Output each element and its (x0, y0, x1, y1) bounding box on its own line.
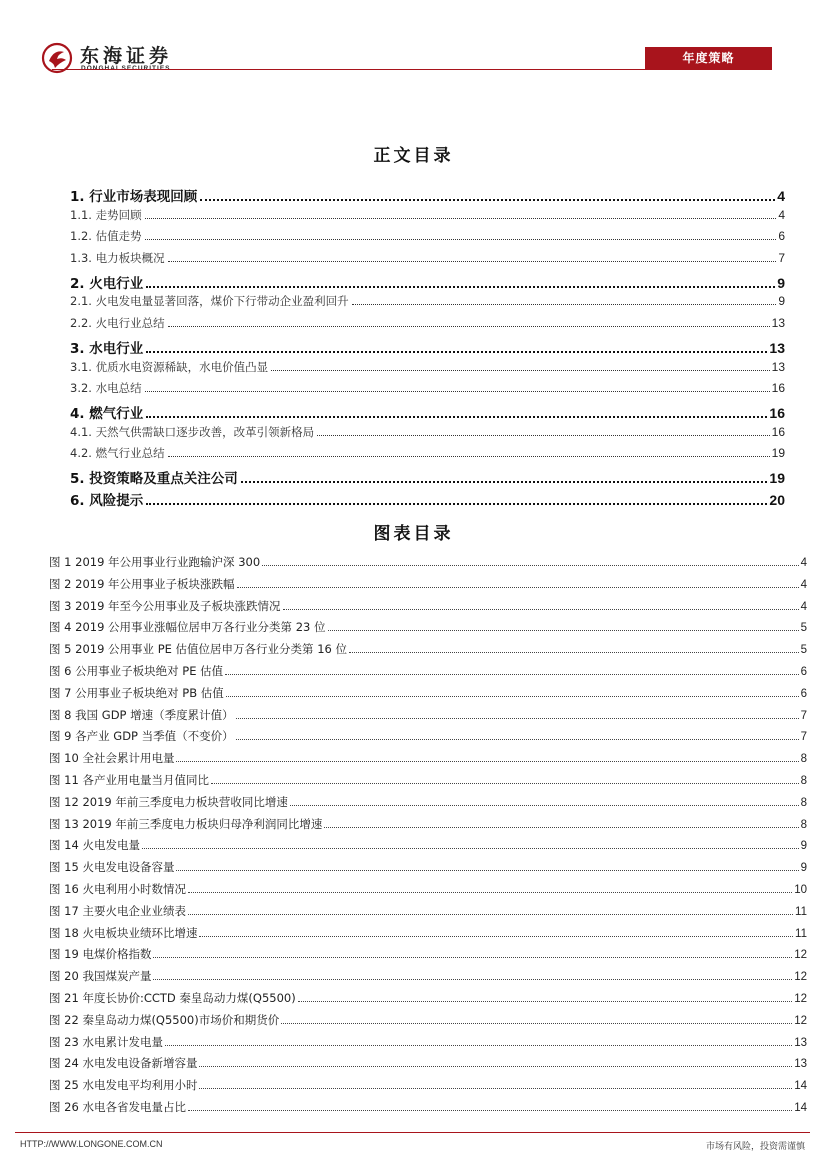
entry-label: 图 11 各产业用电量当月值同比 (49, 772, 209, 787)
entry-page-number: 9 (800, 862, 807, 875)
dot-leader (349, 652, 799, 653)
dot-leader (145, 391, 770, 392)
entry-label: 图 19 电煤价格指数 (49, 947, 152, 962)
entry-label: 图 8 我国 GDP 增速（季度累计值） (49, 707, 234, 722)
figure-entry[interactable] (49, 1077, 807, 1099)
dot-leader (281, 1023, 792, 1024)
figure-entry[interactable] (49, 1012, 807, 1034)
dot-leader (145, 239, 777, 240)
figure-entry[interactable] (49, 1099, 807, 1121)
figure-entry[interactable] (49, 990, 807, 1012)
footer-divider (15, 1132, 810, 1133)
entry-page-number: 8 (800, 753, 807, 766)
entry-page-number: 11 (795, 927, 807, 940)
toc-entry[interactable] (70, 272, 785, 294)
entry-page-number: 4 (800, 557, 807, 569)
entry-page-number: 12 (794, 1014, 807, 1027)
dot-leader (352, 304, 777, 305)
entry-page-number: 7 (800, 709, 807, 722)
figure-entry[interactable] (49, 576, 807, 598)
entry-page-number: 20 (769, 491, 785, 508)
entry-label: 图 4 2019 公用事业涨幅位居申万各行业分类第 23 位 (49, 620, 326, 635)
entry-label: 1.3. 电力板块概况 (70, 251, 165, 266)
dot-leader (290, 805, 799, 806)
dot-leader (153, 957, 792, 958)
dot-leader (188, 892, 792, 893)
figure-entry[interactable] (49, 598, 807, 620)
dot-leader (146, 351, 767, 353)
figure-entry[interactable] (49, 794, 807, 816)
entry-page-number: 12 (794, 992, 807, 1005)
entry-label: 1.1. 走势回顾 (70, 207, 142, 222)
toc-entry[interactable] (70, 467, 785, 489)
toc-entry[interactable] (70, 185, 785, 207)
figure-entry[interactable] (49, 728, 807, 750)
toc-entry[interactable] (70, 315, 785, 337)
entry-page-number: 9 (800, 840, 807, 853)
dot-leader (328, 630, 799, 631)
entry-label: 图 10 全社会累计用电量 (49, 751, 175, 766)
entry-label: 图 13 2019 年前三季度电力板块归母净利润同比增速 (49, 816, 323, 831)
toc-entry[interactable] (70, 337, 785, 359)
entry-label: 图 22 秦皇岛动力煤(Q5500)市场价和期货价 (49, 1012, 280, 1027)
entry-label: 图 6 公用事业子板块绝对 PE 估值 (49, 663, 224, 678)
entry-label: 图 16 火电利用小时数情况 (49, 881, 186, 896)
entry-label: 5. 投资策略及重点关注公司 (70, 470, 238, 487)
toc-entry[interactable] (70, 228, 785, 250)
toc-entry[interactable] (70, 207, 785, 229)
entry-page-number: 13 (794, 1058, 807, 1071)
entry-label: 图 3 2019 年至今公用事业及子板块涨跌情况 (49, 598, 281, 613)
toc-entry[interactable] (70, 402, 785, 424)
report-type-badge: 年度策略 (645, 47, 772, 70)
figure-entry[interactable] (49, 925, 807, 947)
entry-page-number: 13 (769, 339, 785, 356)
figure-entry[interactable] (49, 1055, 807, 1077)
figure-entry[interactable] (49, 619, 807, 641)
entry-label: 1.2. 估值走势 (70, 229, 142, 244)
figure-entry[interactable] (49, 881, 807, 903)
dot-leader (165, 1045, 792, 1046)
entry-page-number: 8 (800, 818, 807, 831)
figure-entry[interactable] (49, 750, 807, 772)
toc-entry[interactable] (70, 250, 785, 272)
entry-page-number: 8 (800, 796, 807, 809)
entry-page-number: 8 (800, 774, 807, 787)
dot-leader (188, 1110, 792, 1111)
dot-leader (298, 1001, 792, 1002)
entry-page-number: 7 (800, 731, 807, 744)
dot-leader (317, 435, 770, 436)
entry-label: 3.2. 水电总结 (70, 381, 142, 396)
entry-page-number: 16 (771, 381, 785, 396)
entry-page-number: 19 (771, 446, 785, 461)
toc-title: 正文目录 (373, 146, 454, 166)
table-of-contents (70, 185, 785, 510)
entry-page-number: 6 (800, 665, 807, 678)
figure-entry[interactable] (49, 816, 807, 838)
dot-leader (142, 848, 799, 849)
entry-page-number: 13 (794, 1036, 807, 1049)
figure-entry[interactable] (49, 707, 807, 729)
entry-page-number: 4 (777, 188, 785, 204)
dot-leader (153, 979, 792, 980)
figure-entry[interactable] (49, 968, 807, 990)
entry-page-number: 13 (771, 359, 785, 374)
entry-page-number: 14 (794, 1101, 807, 1114)
dot-leader (176, 761, 798, 762)
dot-leader (145, 218, 777, 219)
entry-label: 4.2. 燃气行业总结 (70, 446, 165, 461)
entry-label: 图 1 2019 年公用事业行业跑输沪深 300 (49, 555, 261, 569)
entry-label: 图 14 火电发电量 (49, 838, 140, 853)
dot-leader (262, 565, 798, 566)
dot-leader (146, 416, 767, 418)
brand-name-en: DONGHAI SECURITIES (81, 65, 171, 72)
figure-entry[interactable] (49, 1034, 807, 1056)
entry-label: 图 26 水电各省发电量占比 (49, 1099, 186, 1114)
entry-label: 3.1. 优质水电资源稀缺，水电价值凸显 (70, 359, 269, 374)
entry-page-number: 4 (800, 578, 807, 591)
figure-entry[interactable] (49, 946, 807, 968)
dot-leader (211, 783, 799, 784)
entry-page-number: 16 (771, 424, 785, 439)
entry-label: 图 17 主要火电企业业绩表 (49, 903, 186, 918)
entry-page-number: 9 (778, 294, 785, 309)
figure-list (49, 554, 807, 1121)
entry-page-number: 12 (794, 971, 807, 984)
dot-leader (237, 587, 799, 588)
entry-label: 6. 风险提示 (70, 492, 144, 509)
dot-leader (199, 1088, 792, 1089)
figure-entry[interactable] (49, 837, 807, 859)
entry-label: 图 20 我国煤炭产量 (49, 969, 152, 984)
entry-page-number: 6 (778, 229, 785, 244)
entry-label: 图 9 各产业 GDP 当季值（不变价） (49, 729, 234, 744)
toc-entry[interactable] (70, 424, 785, 446)
dot-leader (236, 739, 799, 740)
entry-label: 图 21 年度长协价:CCTD 秦皇岛动力煤(Q5500) (49, 990, 296, 1005)
figure-entry[interactable] (49, 903, 807, 925)
entry-label: 4. 燃气行业 (70, 405, 144, 422)
figure-entry[interactable] (49, 663, 807, 685)
figure-entry[interactable] (49, 685, 807, 707)
toc-entry[interactable] (70, 445, 785, 467)
entry-label: 1. 行业市场表现回顾 (70, 189, 198, 205)
dot-leader (200, 199, 775, 201)
footer-disclaimer: 市场有风险，投资需谨慎 (705, 1142, 805, 1152)
entry-label: 图 18 火电板块业绩环比增速 (49, 925, 198, 940)
figure-list-title: 图表目录 (373, 524, 454, 544)
entry-label: 图 15 火电发电设备容量 (49, 860, 175, 875)
dot-leader (324, 827, 798, 828)
entry-page-number: 10 (794, 883, 807, 896)
dot-leader (176, 870, 798, 871)
entry-label: 2.1. 火电发电量显著回落，煤价下行带动企业盈利回升 (70, 294, 349, 309)
entry-label: 图 25 水电发电平均利用小时 (49, 1078, 198, 1093)
entry-page-number: 4 (778, 207, 785, 222)
dot-leader (199, 936, 793, 937)
brand-name-cn: 东海证券 (80, 45, 173, 67)
entry-label: 图 24 水电发电设备新增容量 (49, 1056, 198, 1071)
toc-entry[interactable] (70, 359, 785, 381)
toc-entry[interactable] (70, 489, 785, 511)
entry-page-number: 4 (800, 600, 807, 613)
dot-leader (226, 696, 799, 697)
dot-leader (271, 370, 770, 371)
dot-leader (236, 718, 799, 719)
dot-leader (241, 481, 768, 483)
entry-page-number: 5 (800, 644, 807, 657)
dot-leader (199, 1066, 792, 1067)
entry-label: 图 2 2019 年公用事业子板块涨跌幅 (49, 576, 235, 591)
dot-leader (146, 503, 767, 505)
toc-entry[interactable] (70, 293, 785, 315)
figure-entry[interactable] (49, 554, 807, 576)
entry-label: 2.2. 火电行业总结 (70, 316, 165, 331)
entry-label: 图 12 2019 年前三季度电力板块营收同比增速 (49, 794, 288, 809)
entry-page-number: 13 (771, 316, 785, 331)
entry-label: 4.1. 天然气供需缺口逐步改善，改革引领新格局 (70, 424, 315, 439)
entry-label: 2. 火电行业 (70, 275, 144, 292)
entry-page-number: 14 (794, 1080, 807, 1093)
figure-entry[interactable] (49, 859, 807, 881)
dot-leader (168, 261, 777, 262)
entry-label: 图 7 公用事业子板块绝对 PB 估值 (49, 685, 224, 700)
entry-page-number: 16 (769, 404, 785, 421)
figure-entry[interactable] (49, 772, 807, 794)
entry-page-number: 9 (777, 274, 785, 291)
header-divider (52, 69, 772, 70)
footer-url[interactable]: HTTP://WWW.LONGONE.COM.CN (20, 1139, 163, 1149)
entry-label: 图 5 2019 公用事业 PE 估值位居申万各行业分类第 16 位 (49, 642, 348, 657)
dot-leader (168, 456, 770, 457)
entry-page-number: 7 (778, 251, 785, 266)
dot-leader (188, 914, 793, 915)
dot-leader (168, 326, 770, 327)
entry-page-number: 5 (800, 622, 807, 635)
entry-page-number: 6 (800, 687, 807, 700)
entry-page-number: 11 (795, 905, 807, 918)
entry-page-number: 19 (769, 469, 785, 486)
toc-entry[interactable] (70, 380, 785, 402)
dot-leader (225, 674, 798, 675)
figure-entry[interactable] (49, 641, 807, 663)
entry-label: 3. 水电行业 (70, 340, 144, 357)
entry-page-number: 12 (794, 949, 807, 962)
dot-leader (146, 286, 775, 288)
dot-leader (283, 609, 799, 610)
entry-label: 图 23 水电累计发电量 (49, 1034, 163, 1049)
